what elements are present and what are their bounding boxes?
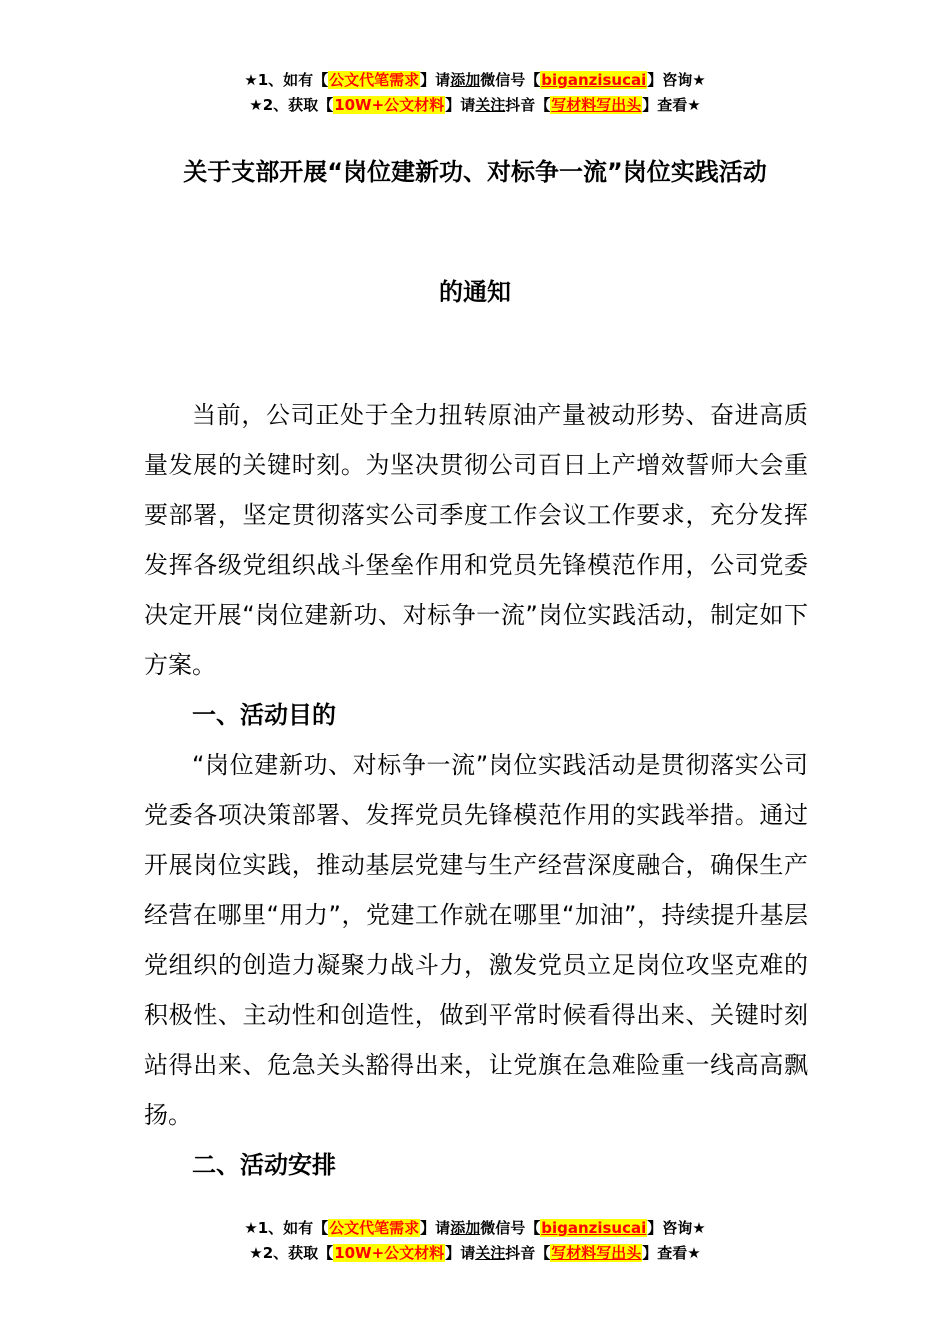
banner-text: 抖音【	[505, 1244, 551, 1262]
banner-text: 】请	[420, 71, 451, 89]
banner-emphasis: 添加	[450, 1219, 481, 1237]
douyin-account-link[interactable]: 写材料写出头	[551, 1244, 642, 1262]
banner-suffix: 】查看★	[642, 1244, 701, 1262]
banner-suffix: 】咨询★	[647, 1219, 706, 1237]
banner-text: 】请	[445, 1244, 476, 1262]
document-title-line-2: 的通知	[439, 278, 511, 306]
banner-text: 抖音【	[505, 96, 551, 114]
banner-emphasis: 关注	[475, 1244, 506, 1262]
section-heading-arrangement: 二、活动安排	[192, 1151, 336, 1179]
banner-prefix: ★2、获取【	[249, 96, 334, 114]
banner-text: 】请	[445, 96, 476, 114]
banner-emphasis: 添加	[450, 71, 481, 89]
bottom-banner	[0, 1216, 950, 1266]
banner-line-2	[0, 93, 950, 118]
top-banner	[0, 68, 950, 118]
banner-highlight: 公文代笔需求	[329, 1219, 420, 1237]
banner-prefix: ★1、如有【	[244, 1219, 329, 1237]
banner-highlight: 公文代笔需求	[329, 71, 420, 89]
banner-text: 微信号【	[480, 1219, 541, 1237]
banner-line-1	[0, 1216, 950, 1241]
document-title-line-1: 关于支部开展“岗位建新功、对标争一流”岗位实践活动	[183, 158, 767, 186]
paragraph-intro: 当前，公司正处于全力扭转原油产量被动形势、奋进高质量发展的关键时刻。为坚决贯彻公司百日上产增效誓师大会重要部署，坚定贯彻落实公司季度工作会议工作要求，充分发挥发挥各级党组织战斗堡垒作用和党员先锋模范作用，公司党委决定开展“岗位建新功、对标争一流”岗位实践活动，制定如下方案。	[144, 401, 808, 679]
banner-prefix: ★2、获取【	[249, 1244, 334, 1262]
banner-highlight: 10W+公文材料	[334, 1244, 445, 1262]
wechat-id-link[interactable]: biganzisucai	[541, 1219, 647, 1237]
banner-suffix: 】查看★	[642, 96, 701, 114]
wechat-id-link[interactable]: biganzisucai	[541, 71, 647, 89]
section-heading-purpose: 一、活动目的	[192, 701, 336, 729]
banner-line-1	[0, 68, 950, 93]
banner-prefix: ★1、如有【	[244, 71, 329, 89]
paragraph-purpose: “岗位建新功、对标争一流”岗位实践活动是贯彻落实公司党委各项决策部署、发挥党员先锋模范作用的实践举措。通过开展岗位实践，推动基层党建与生产经营深度融合，确保生产经营在哪里“用力”，党建工作就在哪里“加油”，持续提升基层党组织的创造力凝聚力战斗力，激发党员立足岗位攻坚克难的积极性、主动性和创造性，做到平常时候看得出来、关键时刻站得出来、危急关头豁得出来，让党旗在急难险重一线高高飘扬。	[144, 751, 808, 1129]
banner-suffix: 】咨询★	[647, 71, 706, 89]
banner-emphasis: 关注	[475, 96, 506, 114]
douyin-account-link[interactable]: 写材料写出头	[551, 96, 642, 114]
banner-line-2	[0, 1241, 950, 1266]
banner-text: 】请	[420, 1219, 451, 1237]
banner-highlight: 10W+公文材料	[334, 96, 445, 114]
document-body	[144, 390, 808, 1190]
banner-text: 微信号【	[480, 71, 541, 89]
